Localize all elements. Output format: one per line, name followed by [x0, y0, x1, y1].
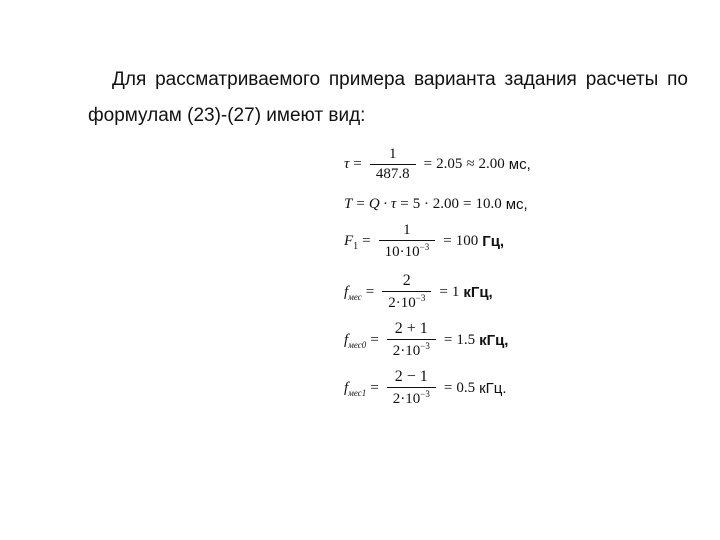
formula-value: 0.5: [456, 379, 476, 396]
fraction: $\frac{2}{2\cdot 10^{-3}}$: [382, 272, 431, 312]
formula-unit: мс,: [508, 156, 531, 173]
paragraph-line-2: формулам (23)-(27) имеют вид:: [88, 105, 366, 126]
fraction: $\frac{2 - 1}{2\cdot 10^{-3}}$: [387, 368, 436, 408]
formula-unit: кГц,: [479, 331, 509, 349]
formula-tau: τ = $\frac{1}{487.8}$ = 2.05 ≈ 2.00 мс,: [344, 146, 531, 182]
formula-lhs: F: [344, 233, 354, 249]
formula-unit: мс,: [505, 196, 528, 213]
fraction: $\frac{2 + 1}{2\cdot 10^{-3}}$: [387, 320, 436, 360]
formula-value: 2.05: [436, 156, 463, 172]
formula-fmes1: f мес1 = $\frac{2 - 1}{2\cdot 10^{-3}}$ = 0.5 кГц.: [344, 368, 507, 407]
fraction: $\frac{1}{487.8}$: [370, 146, 416, 183]
formula-value: 1.5: [456, 331, 476, 348]
formula-lhs: f: [344, 283, 349, 300]
paragraph-line-1: Для рассматриваемого примера варианта задания расчеты по: [112, 69, 688, 90]
formula-value: 100: [455, 233, 479, 249]
formula-unit: кГц.: [479, 379, 507, 397]
formula-value: 10.0: [475, 196, 502, 212]
formula-value: 2.00: [478, 156, 505, 172]
formula-lhs: f: [344, 331, 349, 348]
formula-unit: кГц,: [463, 283, 493, 301]
formula-T: T = Q · τ = 5 · 2.00 = 10.0 мс,: [344, 196, 528, 213]
fraction: $\frac{1}{10\cdot 10^{-3}}$: [379, 222, 436, 261]
formula-fmes: f мес = $\frac{2}{2\cdot 10^{-3}}$ = 1 кГц,: [344, 272, 493, 311]
formula-lhs: τ: [344, 156, 350, 172]
formula-lhs: T: [344, 196, 353, 212]
formula-F1: F 1 = $\frac{1}{10\cdot 10^{-3}}$ = 100 Гц,: [344, 222, 505, 260]
formula-unit: Гц,: [482, 233, 505, 250]
formula-fmes0: f мес0 = $\frac{2 + 1}{2\cdot 10^{-3}}$ = 1.5 кГц,: [344, 320, 509, 359]
formula-lhs: f: [344, 379, 349, 396]
formula-value: 1: [451, 283, 460, 300]
